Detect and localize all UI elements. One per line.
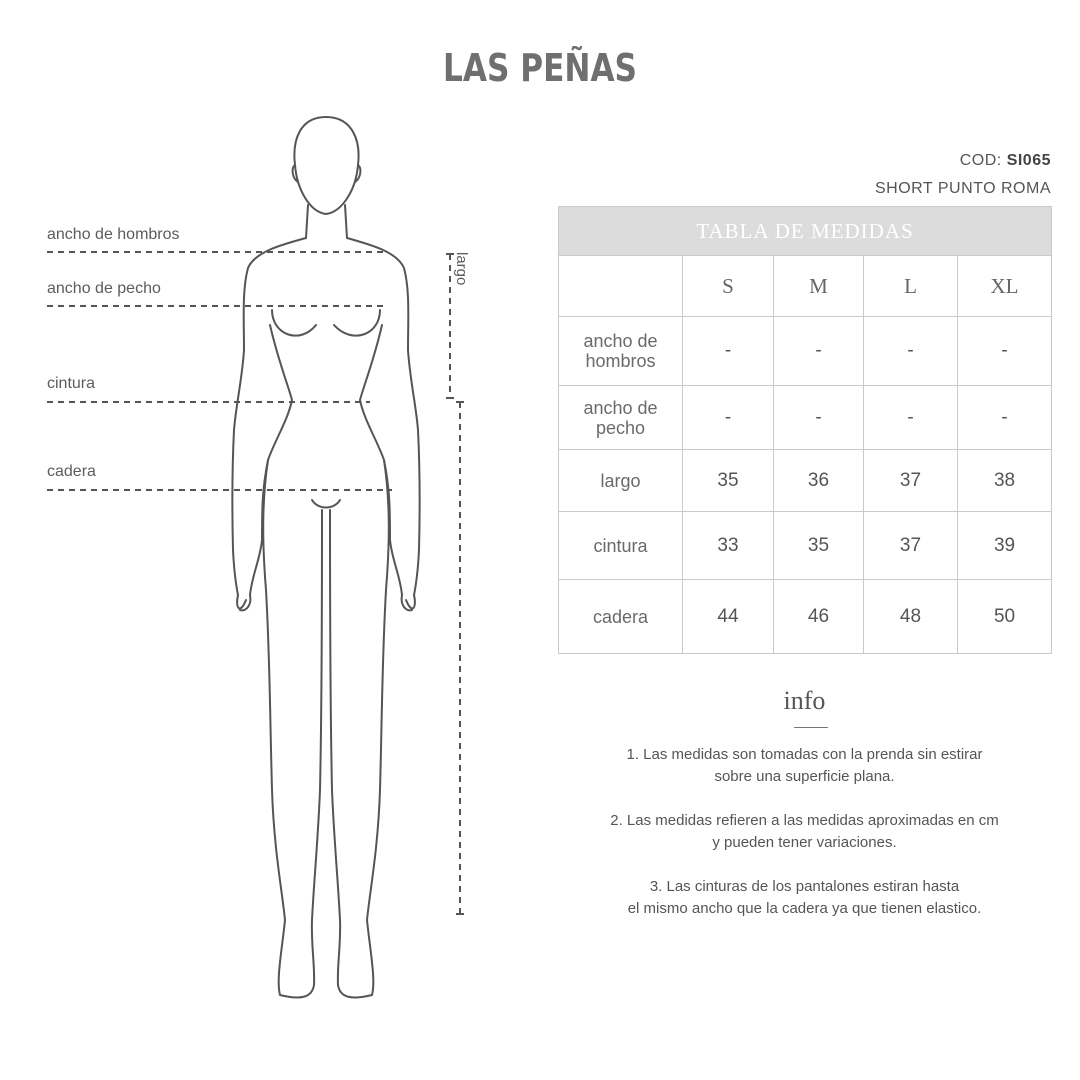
table-cell: 33	[683, 512, 774, 580]
head-outline	[294, 117, 358, 214]
table-cell: 38	[958, 450, 1052, 512]
table-cell: -	[774, 386, 864, 450]
label-waist: cintura	[47, 375, 96, 392]
table-row	[559, 386, 1052, 450]
size-header-s: S	[683, 256, 774, 317]
label-chest: ancho de pecho	[47, 280, 161, 297]
torso-right-outline	[347, 238, 420, 595]
product-code	[875, 150, 1051, 178]
table-cell: 50	[958, 580, 1052, 654]
table-cell: -	[958, 317, 1052, 386]
leg-left-outline	[263, 460, 322, 998]
table-cell: -	[864, 386, 958, 450]
table-cell: 36	[774, 450, 864, 512]
table-cell: 35	[774, 512, 864, 580]
product-code-value: SI065	[1006, 152, 1051, 169]
body-figure-area	[0, 100, 520, 1020]
table-cell: -	[683, 386, 774, 450]
product-code-label: COD:	[959, 152, 1002, 169]
info-note-1: 1. Las medidas son tomadas con la prenda sin estirar sobre una superficie plana.	[626, 746, 983, 785]
table-cell: -	[683, 317, 774, 386]
table-cell: 44	[683, 580, 774, 654]
table-cell: -	[958, 386, 1052, 450]
table-row	[559, 450, 1052, 512]
table-row	[559, 512, 1052, 580]
table-cell: 37	[864, 450, 958, 512]
size-header-xl: XL	[958, 256, 1052, 317]
size-header-empty	[559, 256, 683, 317]
table-cell: 48	[864, 580, 958, 654]
row-label-shoulders: ancho de hombros	[559, 317, 683, 386]
label-length: largo	[453, 252, 470, 286]
table-cell: -	[774, 317, 864, 386]
row-label-length: largo	[559, 450, 683, 512]
table-cell: 37	[864, 512, 958, 580]
label-shoulders: ancho de hombros	[47, 226, 180, 243]
table-row	[559, 317, 1052, 386]
product-name: SHORT PUNTO ROMA	[874, 180, 1051, 197]
row-label-waist: cintura	[559, 512, 683, 580]
product-info	[875, 150, 1051, 206]
table-cell: 35	[683, 450, 774, 512]
info-note-3: 3. Las cinturas de los pantalones estiran hasta el mismo ancho que la cadera ya que tienen elastico.	[627, 878, 982, 917]
label-hip: cadera	[47, 463, 96, 480]
brand-logo: LAS PEÑAS	[442, 46, 638, 90]
table-cell: -	[864, 317, 958, 386]
torso-left-outline	[232, 238, 306, 595]
size-header-l: L	[864, 256, 958, 317]
info-note-2: 2. Las medidas refieren a las medidas aproximadas en cm y pueden tener variaciones.	[610, 812, 999, 851]
table-row	[559, 580, 1052, 654]
row-label-chest: ancho de pecho	[559, 386, 683, 450]
info-divider	[794, 727, 828, 728]
size-table	[558, 206, 1052, 654]
info-title: info	[783, 686, 826, 715]
table-cell: 39	[958, 512, 1052, 580]
leg-right-outline	[330, 460, 389, 998]
row-label-hip: cadera	[559, 580, 683, 654]
size-header-m: M	[774, 256, 864, 317]
table-cell: 46	[774, 580, 864, 654]
table-title: TABLA DE MEDIDAS	[559, 207, 1052, 256]
